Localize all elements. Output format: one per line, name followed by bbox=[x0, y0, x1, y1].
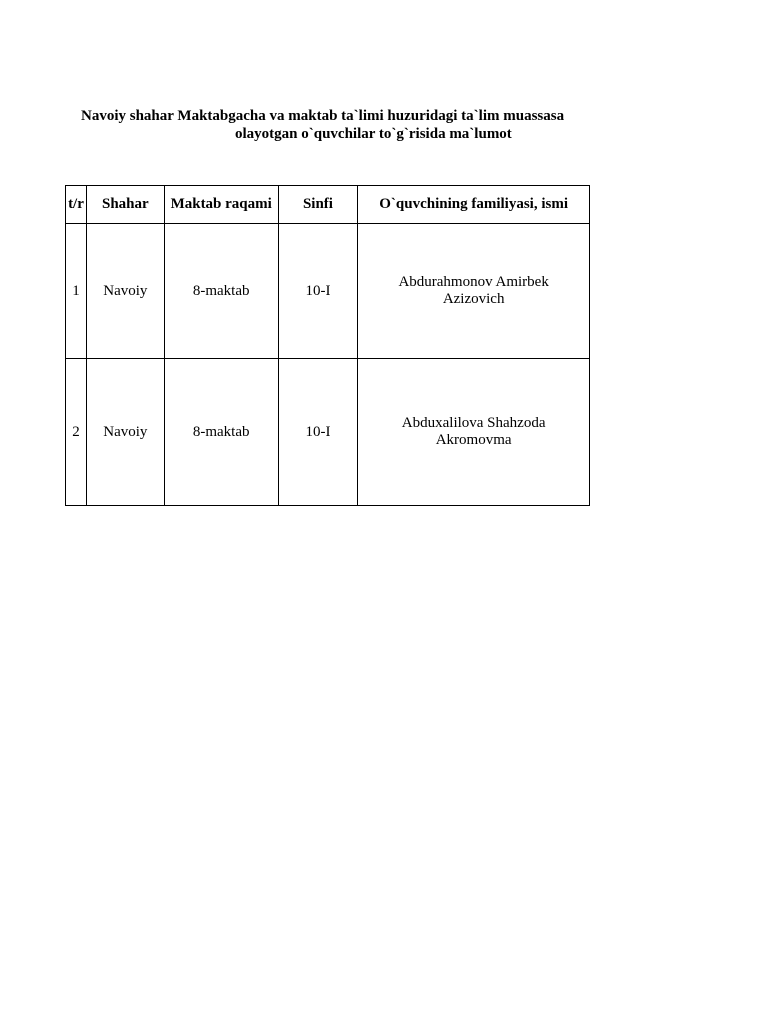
student-surname-name: Abdurahmonov Amirbek bbox=[398, 274, 549, 290]
document-title-line-2: olayotgan o`quvchilar to`g`risida ma`lumot bbox=[235, 126, 512, 142]
table-header-row bbox=[66, 186, 590, 224]
document-title-line-1: Navoiy shahar Maktabgacha va maktab ta`limi huzuridagi ta`lim muassasa bbox=[81, 108, 565, 124]
row-city: Navoiy bbox=[86, 359, 164, 506]
table-row bbox=[66, 224, 590, 359]
header-school-number: Maktab raqami bbox=[164, 186, 278, 224]
row-number: 1 bbox=[66, 224, 87, 359]
student-patronymic: Azizovich bbox=[442, 291, 505, 307]
student-patronymic: Akromovma bbox=[435, 432, 512, 448]
row-student-name bbox=[358, 224, 590, 359]
header-city: Shahar bbox=[86, 186, 164, 224]
row-number: 2 bbox=[66, 359, 87, 506]
students-table bbox=[65, 185, 590, 506]
student-surname-name: Abduxalilova Shahzoda bbox=[401, 415, 546, 431]
row-grade: 10-I bbox=[278, 224, 358, 359]
table-row bbox=[66, 359, 590, 506]
header-grade: Sinfi bbox=[278, 186, 358, 224]
row-city: Navoiy bbox=[86, 224, 164, 359]
row-school: 8-maktab bbox=[164, 359, 278, 506]
row-school: 8-maktab bbox=[164, 224, 278, 359]
header-number: t/r bbox=[66, 186, 87, 224]
header-student-name: O`quvchining familiyasi, ismi bbox=[358, 186, 590, 224]
row-student-name bbox=[358, 359, 590, 506]
row-grade: 10-I bbox=[278, 359, 358, 506]
